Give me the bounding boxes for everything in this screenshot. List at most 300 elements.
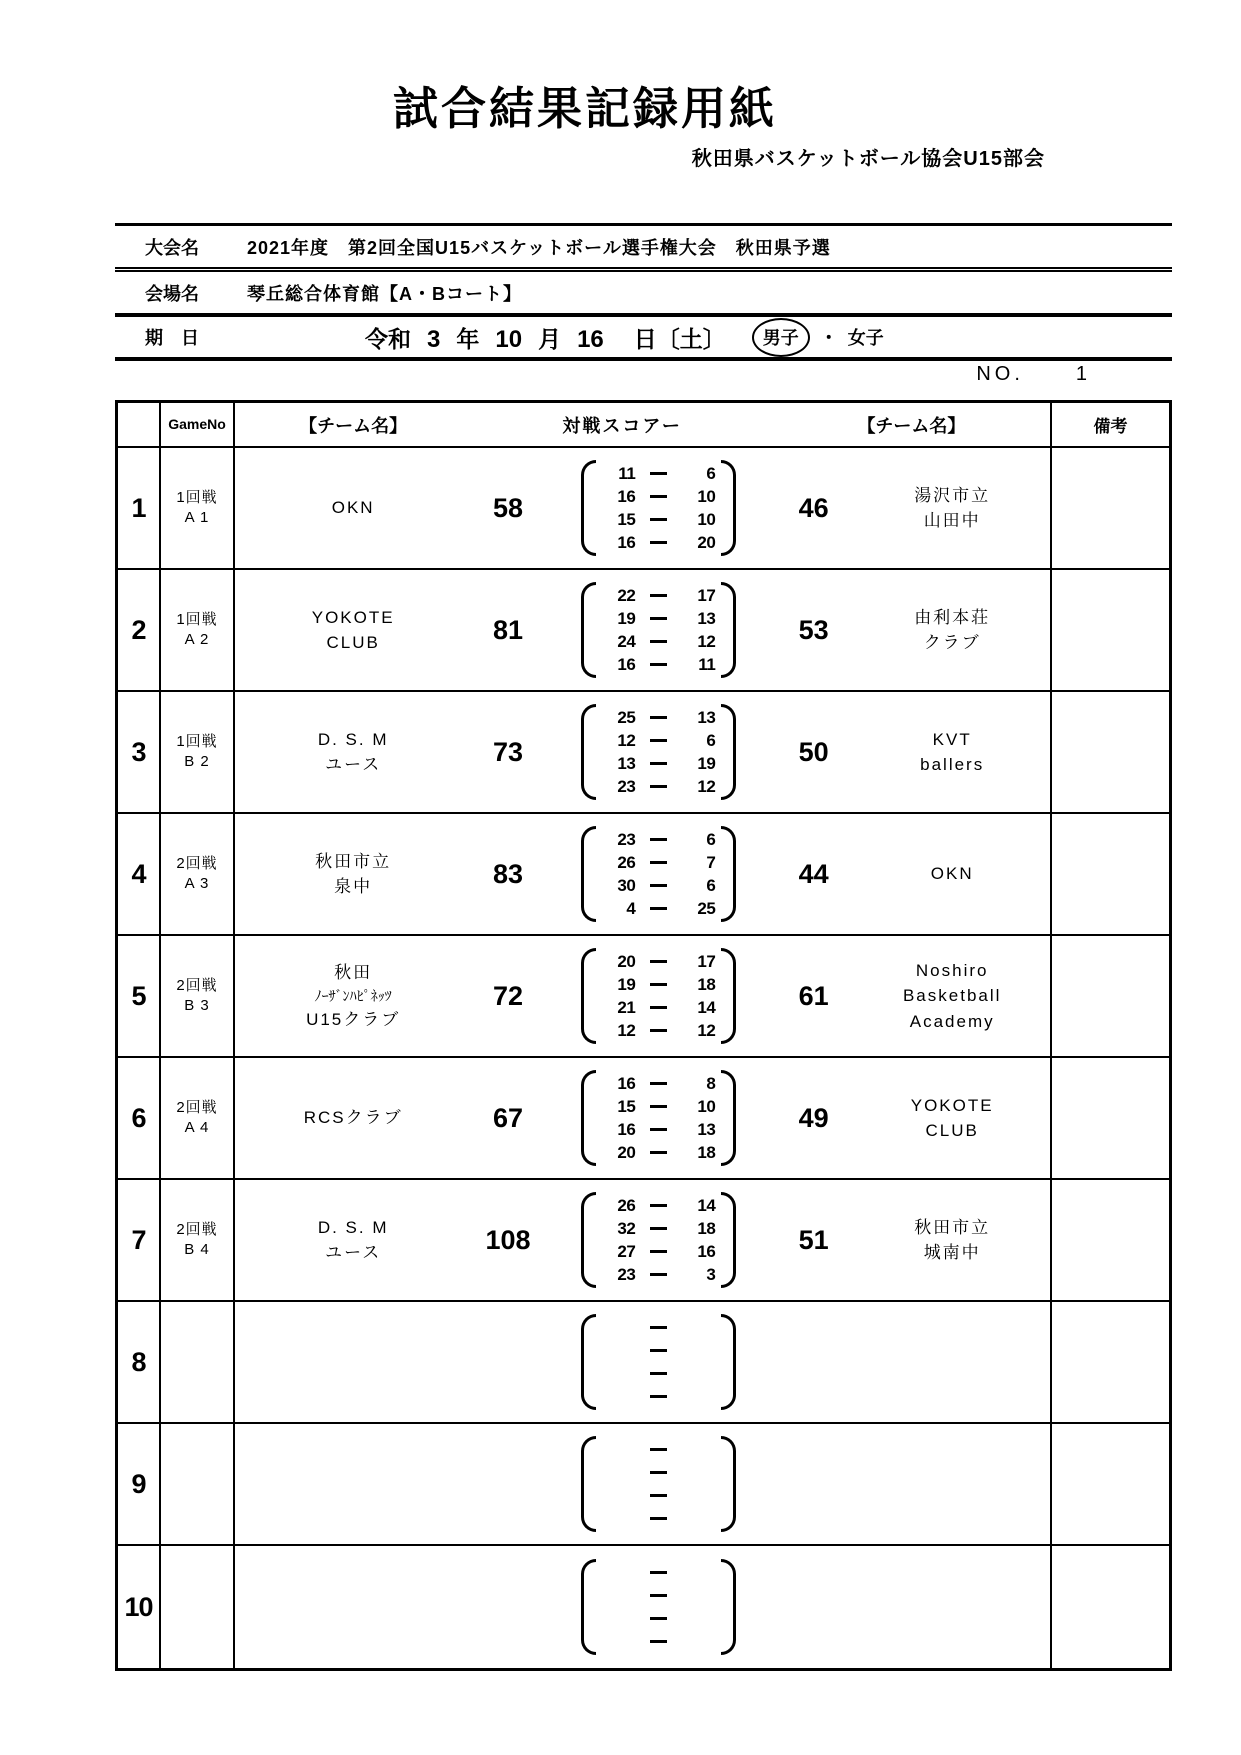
quarter-score-row (602, 1317, 715, 1338)
quarter-score-right: 18 (697, 974, 716, 994)
date-year: 3 (427, 325, 441, 353)
date-month-unit: 月 (538, 325, 562, 352)
quarter-score-row (602, 951, 715, 972)
quarter-score-row (602, 1340, 715, 1361)
quarter-score-right: 18 (697, 1218, 716, 1238)
game-round: 2回戦 (176, 854, 218, 872)
total-score-left: 108 (485, 1224, 531, 1255)
dash-icon (650, 1326, 667, 1330)
date-day-unit: 日〔土〕 (633, 325, 726, 352)
score-main-cell (235, 1546, 1050, 1668)
quarter-score-row (602, 1218, 715, 1239)
dash-icon (650, 495, 667, 499)
quarter-score-right: 6 (706, 463, 716, 483)
quarter-score-left: 25 (617, 707, 636, 727)
division-female: 女子 (847, 328, 884, 348)
quarter-score-row (602, 829, 715, 850)
quarter-score-row (602, 1195, 715, 1216)
total-score-left: 72 (492, 980, 524, 1011)
quarter-score-list (596, 1195, 721, 1285)
remarks-cell (1050, 692, 1169, 812)
division-male-circled: 男子 (752, 318, 810, 357)
dash-icon (650, 594, 667, 598)
dash-icon (650, 1571, 667, 1575)
dash-icon (650, 1517, 667, 1521)
quarter-score-right: 11 (698, 654, 716, 674)
total-score-right: 53 (798, 614, 829, 645)
total-score-left: 73 (492, 736, 524, 767)
game-no-cell (161, 936, 235, 1056)
quarter-score-right: 17 (697, 951, 716, 971)
dash-icon (650, 1105, 667, 1109)
bracket-left-icon (581, 1559, 596, 1655)
quarter-score-row (602, 585, 715, 606)
team-name-line: 泉中 (334, 877, 373, 896)
dash-icon (650, 716, 667, 720)
game-round: 1回戦 (176, 610, 218, 628)
team-name-line: CLUB (326, 633, 380, 652)
remarks-cell (1050, 570, 1169, 690)
row-number: 6 (118, 1058, 161, 1178)
table-row (118, 1180, 1169, 1302)
quarter-score-right: 19 (697, 753, 716, 773)
dash-icon (650, 762, 667, 766)
bracket-left-icon (581, 704, 596, 800)
page-title: 試合結果記録用紙 (392, 83, 777, 134)
quarter-score-row (602, 1264, 715, 1285)
row-number: 3 (118, 692, 161, 812)
quarter-score-left: 26 (617, 1195, 636, 1215)
remarks-cell (1050, 936, 1169, 1056)
team-name-left (235, 605, 471, 656)
meta-info-block (115, 223, 1172, 361)
bracket-right-icon (721, 1559, 736, 1655)
team-name-line: YOKOTE (311, 607, 395, 627)
quarter-score-row (602, 608, 715, 629)
header-game-no: GameNo (161, 403, 235, 446)
quarter-score-left: 16 (617, 532, 636, 552)
score-main-cell (235, 692, 1050, 812)
header-row-number (118, 403, 161, 446)
team-name-line: OKN (930, 864, 974, 884)
remarks-cell (1050, 448, 1169, 568)
row-number: 2 (118, 570, 161, 690)
quarter-score-right: 13 (697, 1119, 716, 1139)
team-name-left (235, 727, 471, 778)
total-score-left: 83 (492, 858, 524, 889)
quarter-score-left: 11 (618, 463, 636, 483)
score-main-cell (235, 814, 1050, 934)
team-name-left (235, 849, 471, 900)
page-number-label: NO. (976, 363, 1024, 385)
remarks-cell (1050, 814, 1169, 934)
score-main-cell (235, 1302, 1050, 1422)
total-score-right: 50 (798, 736, 829, 767)
quarter-score-left: 20 (617, 951, 636, 971)
date-day: 16 (577, 325, 604, 353)
quarter-score-right: 16 (697, 1241, 716, 1261)
game-round: 2回戦 (176, 976, 218, 994)
dash-icon (650, 1640, 667, 1644)
quarter-scores (545, 1070, 773, 1166)
division-separator: ・ (819, 328, 838, 348)
dash-icon (650, 518, 667, 522)
team-name-line: Basketball (902, 986, 1002, 1006)
quarter-score-right: 20 (697, 532, 716, 552)
score-main-cell (235, 570, 1050, 690)
team-name-right (854, 1215, 1050, 1266)
venue-label: 会場名 (145, 283, 199, 304)
date-month: 10 (495, 325, 523, 353)
team-name-line: ballers (920, 755, 985, 774)
game-code: B 3 (184, 997, 210, 1014)
dash-icon (650, 907, 667, 911)
bracket-right-icon (721, 704, 736, 800)
quarter-score-right: 10 (697, 486, 716, 506)
row-number: 5 (118, 936, 161, 1056)
row-number: 10 (118, 1546, 161, 1668)
team-name-line: CLUB (925, 1121, 979, 1140)
total-score-left: 67 (492, 1102, 524, 1133)
quarter-score-row (602, 509, 715, 530)
score-main-cell (235, 936, 1050, 1056)
quarter-scores (545, 826, 773, 922)
team-name-left (235, 1215, 471, 1266)
team-name-line: D. S. M (317, 729, 389, 749)
team-name-line: 山田中 (923, 511, 981, 530)
dash-icon (650, 663, 667, 667)
header-main (235, 403, 1050, 446)
bracket-left-icon (581, 948, 596, 1044)
quarter-score-row (602, 898, 715, 919)
team-name-right (854, 605, 1050, 656)
quarter-score-left: 4 (626, 898, 636, 918)
game-round: 1回戦 (176, 732, 218, 750)
game-no-cell (161, 1058, 235, 1178)
quarter-score-left: 13 (617, 753, 636, 773)
quarter-score-right: 8 (706, 1073, 716, 1093)
date-row (115, 317, 1172, 361)
quarter-score-right: 6 (706, 730, 716, 750)
row-number: 8 (118, 1302, 161, 1422)
dash-icon (650, 1227, 667, 1231)
quarter-score-left: 23 (617, 1264, 636, 1284)
dash-icon (650, 1128, 667, 1132)
quarter-score-right: 12 (697, 631, 716, 651)
game-round: 2回戦 (176, 1220, 218, 1238)
quarter-score-row (602, 1020, 715, 1041)
quarter-score-row (602, 1096, 715, 1117)
table-row (118, 936, 1169, 1058)
total-score-right: 61 (798, 980, 829, 1011)
header-remarks: 備考 (1050, 403, 1169, 446)
bracket-left-icon (581, 1436, 596, 1532)
date-label: 期 日 (145, 328, 199, 348)
dash-icon (650, 1594, 667, 1598)
team-name-line: 湯沢市立 (914, 485, 991, 505)
team-name-right (854, 727, 1050, 778)
game-round: 2回戦 (176, 1098, 218, 1116)
table-row (118, 1058, 1169, 1180)
dash-icon (650, 541, 667, 545)
bracket-left-icon (581, 582, 596, 678)
total-score-right: 51 (798, 1224, 829, 1255)
quarter-score-row (602, 1485, 715, 1506)
quarter-score-left: 23 (617, 776, 636, 796)
team-name-line: 秋田市立 (914, 1217, 991, 1237)
quarter-scores (545, 1192, 773, 1288)
game-round: 1回戦 (176, 488, 218, 506)
dash-icon (650, 1006, 667, 1010)
quarter-score-row (602, 1608, 715, 1629)
total-score-left: 81 (492, 614, 524, 645)
header-team-right: 【チーム名】 (857, 415, 966, 436)
quarter-score-list (596, 463, 721, 553)
team-name-line: ユース (325, 1243, 382, 1262)
dash-icon (650, 1273, 667, 1277)
dash-icon (650, 785, 667, 789)
team-name-line: YOKOTE (910, 1095, 994, 1115)
dash-icon (650, 1151, 667, 1155)
quarter-score-left: 15 (617, 1096, 636, 1116)
quarter-scores (545, 582, 773, 678)
bracket-right-icon (721, 1070, 736, 1166)
quarter-score-row (602, 730, 715, 751)
total-score-right: 46 (798, 492, 829, 523)
results-table (115, 400, 1172, 1671)
bracket-right-icon (721, 1314, 736, 1410)
header-team-left: 【チーム名】 (299, 415, 408, 436)
quarter-score-row (602, 1631, 715, 1652)
team-name-line: RCSクラブ (303, 1108, 403, 1128)
quarter-score-left: 19 (617, 974, 636, 994)
score-main-cell (235, 448, 1050, 568)
table-row (118, 1424, 1169, 1546)
table-row (118, 814, 1169, 936)
quarter-score-list (596, 1439, 721, 1529)
team-name-line: KVT (932, 729, 972, 749)
quarter-score-right: 7 (706, 852, 716, 872)
team-name-line: Academy (909, 1011, 995, 1031)
game-code: B 4 (184, 1241, 210, 1258)
row-number: 4 (118, 814, 161, 934)
date-era: 令和 (365, 325, 411, 352)
dash-icon (650, 1204, 667, 1208)
quarter-score-right: 18 (697, 1142, 716, 1162)
game-no-cell (161, 1302, 235, 1422)
game-code: A 2 (184, 631, 210, 648)
quarter-score-row (602, 486, 715, 507)
tournament-label: 大会名 (145, 237, 199, 258)
quarter-score-left: 12 (617, 730, 636, 750)
quarter-score-right: 6 (706, 829, 716, 849)
quarter-score-left: 32 (617, 1218, 636, 1238)
dash-icon (650, 1617, 667, 1621)
quarter-scores (545, 1314, 773, 1410)
remarks-cell (1050, 1302, 1169, 1422)
venue-name: 琴丘総合体育館【A・Bコート】 (247, 283, 522, 304)
bracket-right-icon (721, 460, 736, 556)
quarter-score-left: 27 (617, 1241, 636, 1261)
dash-icon (650, 1494, 667, 1498)
quarter-scores (545, 704, 773, 800)
quarter-score-row (602, 1439, 715, 1460)
quarter-score-list (596, 585, 721, 675)
quarter-score-left: 16 (617, 654, 636, 674)
dash-icon (650, 640, 667, 644)
tournament-row (115, 226, 1172, 272)
quarter-score-right: 25 (697, 898, 716, 918)
dash-icon (650, 861, 667, 865)
team-name-line: Noshiro (915, 960, 989, 980)
header-score: 対戦スコアー (562, 415, 682, 436)
quarter-score-left: 16 (617, 1073, 636, 1093)
remarks-cell (1050, 1058, 1169, 1178)
team-name-line: U15クラブ (306, 1009, 401, 1029)
quarter-score-row (602, 1386, 715, 1407)
quarter-score-right: 14 (697, 997, 716, 1017)
quarter-score-right: 12 (697, 1020, 716, 1040)
quarter-score-left: 15 (617, 509, 636, 529)
row-number: 1 (118, 448, 161, 568)
bracket-right-icon (721, 582, 736, 678)
quarter-score-row (602, 1363, 715, 1384)
team-name-line: 秋田 (334, 963, 373, 982)
team-name-line: 秋田市立 (315, 851, 392, 871)
game-no-cell (161, 448, 235, 568)
score-main-cell (235, 1180, 1050, 1300)
team-name-left (235, 495, 471, 521)
quarter-score-list (596, 1317, 721, 1407)
bracket-right-icon (721, 1192, 736, 1288)
quarter-score-row (602, 974, 715, 995)
quarter-score-row (602, 753, 715, 774)
dash-icon (650, 884, 667, 888)
team-name-line: ﾉｰｻﾞﾝﾊﾋﾟﾈｯﾂ (314, 987, 392, 1004)
row-number: 9 (118, 1424, 161, 1544)
score-main-cell (235, 1424, 1050, 1544)
date-value (365, 321, 726, 354)
bracket-left-icon (581, 826, 596, 922)
quarter-scores (545, 1436, 773, 1532)
dash-icon (650, 1250, 667, 1254)
dash-icon (650, 472, 667, 476)
division-group (752, 318, 884, 357)
dash-icon (650, 617, 667, 621)
team-name-right (854, 1093, 1050, 1144)
quarter-score-row (602, 1585, 715, 1606)
quarter-score-right: 12 (697, 776, 716, 796)
quarter-score-left: 26 (617, 852, 636, 872)
team-name-right (854, 483, 1050, 534)
table-row (118, 692, 1169, 814)
quarter-score-right: 13 (697, 608, 716, 628)
quarter-score-row (602, 1142, 715, 1163)
team-name-right (854, 958, 1050, 1035)
quarter-score-row (602, 654, 715, 675)
quarter-score-row (602, 776, 715, 797)
quarter-score-row (602, 1508, 715, 1529)
bracket-left-icon (581, 460, 596, 556)
team-name-line: 由利本荘 (914, 607, 991, 627)
quarter-score-row (602, 707, 715, 728)
total-score-right: 44 (798, 858, 829, 889)
quarter-score-left: 16 (617, 1119, 636, 1139)
quarter-score-row (602, 1462, 715, 1483)
quarter-score-row (602, 875, 715, 896)
quarter-score-left: 23 (617, 829, 636, 849)
quarter-scores (545, 1559, 773, 1655)
association-subtitle: 秋田県バスケットボール協会U15部会 (691, 148, 1045, 170)
quarter-score-list (596, 707, 721, 797)
quarter-score-row (602, 463, 715, 484)
game-code: A 3 (184, 875, 210, 892)
quarter-score-row (602, 1562, 715, 1583)
quarter-score-right: 6 (706, 875, 716, 895)
page-number-value: 1 (1075, 363, 1087, 385)
bracket-left-icon (581, 1192, 596, 1288)
remarks-cell (1050, 1180, 1169, 1300)
team-name-line: ユース (325, 755, 382, 774)
quarter-score-row (602, 852, 715, 873)
quarter-score-right: 10 (697, 1096, 716, 1116)
game-no-cell (161, 1424, 235, 1544)
dash-icon (650, 1372, 667, 1376)
dash-icon (650, 983, 667, 987)
bracket-right-icon (721, 1436, 736, 1532)
dash-icon (650, 1448, 667, 1452)
quarter-score-right: 17 (697, 585, 716, 605)
game-no-cell (161, 814, 235, 934)
quarter-score-list (596, 1073, 721, 1163)
team-name-line: D. S. M (317, 1217, 389, 1237)
dash-icon (650, 1395, 667, 1399)
quarter-score-list (596, 1562, 721, 1652)
page-number-line (115, 363, 1172, 386)
dash-icon (650, 1349, 667, 1353)
team-name-right (854, 861, 1050, 887)
game-code: A 1 (184, 509, 210, 526)
game-no-cell (161, 1546, 235, 1668)
remarks-cell (1050, 1546, 1169, 1668)
quarter-score-left: 30 (617, 875, 636, 895)
dash-icon (650, 1029, 667, 1033)
dash-icon (650, 960, 667, 964)
total-score-left: 58 (492, 492, 524, 523)
team-name-line: 城南中 (923, 1243, 981, 1262)
dash-icon (650, 739, 667, 743)
game-no-cell (161, 1180, 235, 1300)
bracket-right-icon (721, 948, 736, 1044)
team-name-line: クラブ (923, 633, 981, 652)
game-no-cell (161, 570, 235, 690)
quarter-scores (545, 460, 773, 556)
bracket-left-icon (581, 1314, 596, 1410)
table-row (118, 570, 1169, 692)
quarter-score-right: 14 (697, 1195, 716, 1215)
quarter-score-row (602, 1119, 715, 1140)
team-name-left (235, 1105, 471, 1131)
score-main-cell (235, 1058, 1050, 1178)
table-row (118, 1302, 1169, 1424)
venue-row (115, 272, 1172, 317)
bracket-right-icon (721, 826, 736, 922)
dash-icon (650, 838, 667, 842)
quarter-score-list (596, 951, 721, 1041)
team-name-left (235, 960, 471, 1032)
quarter-score-left: 21 (617, 997, 636, 1017)
team-name-line: OKN (331, 498, 375, 518)
